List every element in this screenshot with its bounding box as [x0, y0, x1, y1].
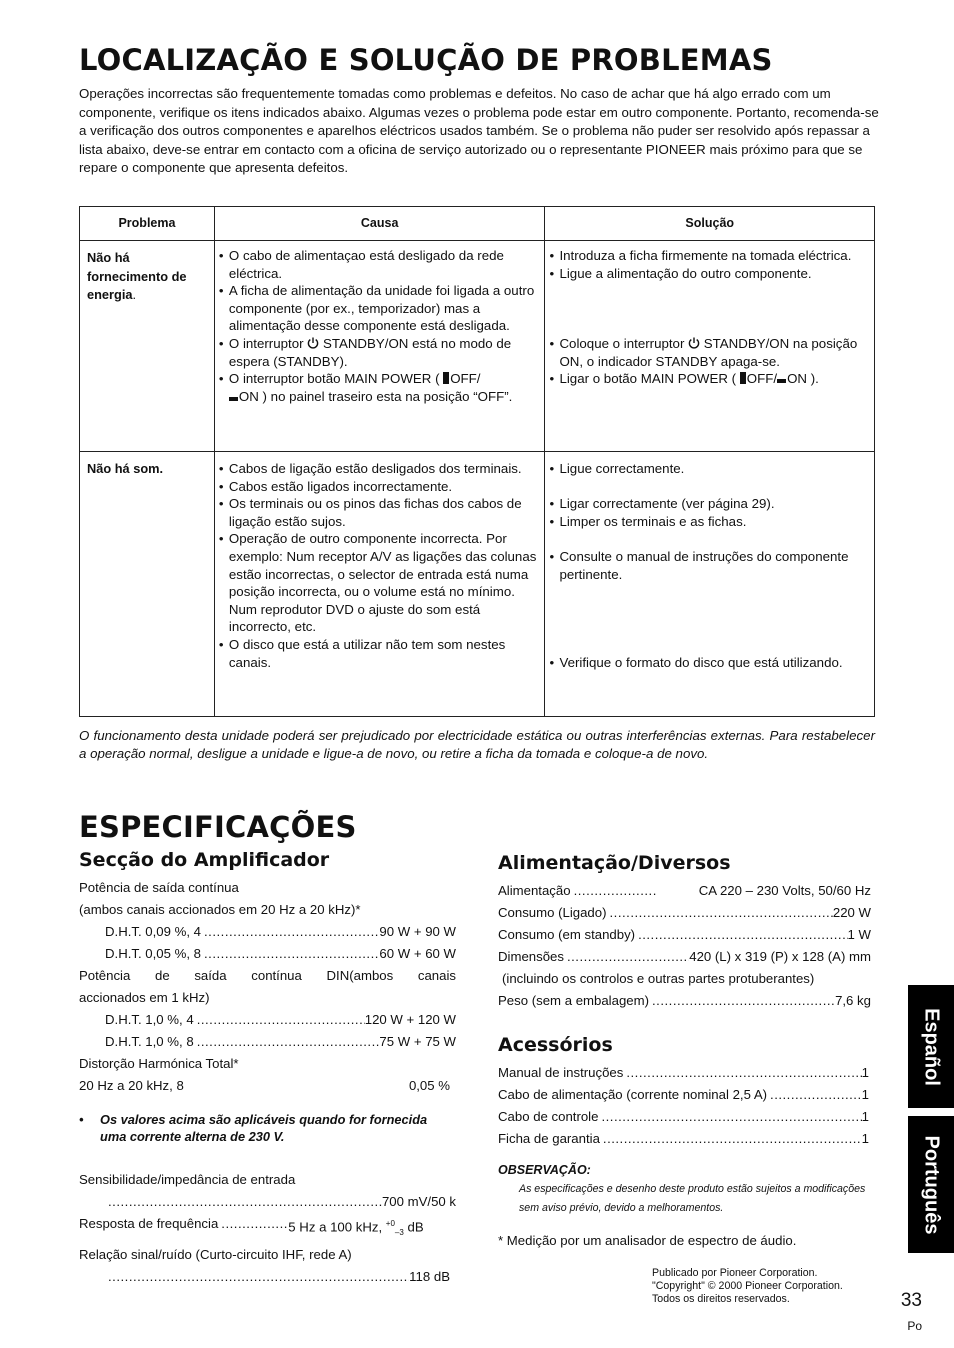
list-item: • Operação de outro componente incorrecta. Por exemplo: Num receptor A/V as ligações das colunas estão incorrectas, o selector de entrada está numa posição incorrecta, ou o volume está no mínimo. Num reprodutor DVD o ajuste do som está incorrecto, etc. [219, 530, 537, 636]
text: Ligar o botão MAIN POWER ( [559, 371, 740, 387]
header-problem: Problema [80, 207, 215, 241]
side-tab-espanol [908, 985, 954, 1108]
leader-dots [767, 1084, 862, 1106]
spec-value: 0,05 % [408, 1078, 450, 1093]
text: STANDBY/ON está no modo de espera (STANDBY). [228, 335, 512, 369]
spec-label: D.H.T. 0,09 %, 4 [105, 924, 202, 939]
accessories-heading: Acessórios [498, 1034, 613, 1056]
list-item: • O disco que está a utilizar não tem som nestes canais. [219, 636, 537, 671]
spec-label: D.H.T. 1,0 %, 8 [105, 1034, 194, 1049]
spec-label: Manual de instruções [498, 1065, 624, 1080]
list-item: • Consulte o manual de instruções do componente pertinente. [549, 548, 866, 583]
spec-line: (incluindo os controlos e outras partes protuberantes) [502, 971, 815, 986]
spec-label: 20 Hz a 20 kHz, 8 [79, 1078, 184, 1093]
page-lang: Po [907, 1319, 922, 1333]
publisher-info [652, 1267, 843, 1307]
spec-value: 7,6 kg [835, 993, 871, 1008]
observation-label: OBSERVAÇÃO: [498, 1163, 591, 1177]
spec-value [288, 1213, 423, 1244]
leader-dots [607, 902, 833, 924]
spec-line: Potência de saída contínua DIN(ambos canais [79, 968, 456, 983]
list-item: • O cabo de alimentaçao está desligado da rede eléctrica. [219, 247, 537, 282]
spec-line: Relação sinal/ruído (Curto-circuito IHF, rede A) [79, 1247, 352, 1263]
spec-value: 75 W + 75 W [379, 1034, 456, 1049]
list-item: • Verifique o formato do disco que está utilizando. [549, 654, 866, 672]
text: OFF/ [450, 371, 481, 387]
spec-row [498, 990, 871, 1012]
page-number: 33 [900, 1290, 922, 1311]
list-item: • Cabos estão ligados incorrectamente. [219, 478, 537, 496]
troubleshooting-table [79, 206, 875, 717]
amplifier-heading: Secção do Amplificador [79, 849, 330, 871]
leader-dots [201, 943, 379, 965]
spec-label: Dimensões [498, 949, 564, 964]
spec-label: Cabo de alimentação (corrente nominal 2,5 A) [498, 1087, 768, 1102]
spec-row [498, 946, 871, 968]
list-item: • Limper os terminais e as fichas. [549, 513, 866, 531]
header-cause: Causa [214, 207, 545, 241]
spec-value: 700 mV/50 k [381, 1194, 456, 1209]
leader-dots [218, 1213, 288, 1244]
leader-dots [194, 1031, 380, 1053]
spec-line: Sensibilidade/impedância de entrada [79, 1172, 296, 1187]
spec-row [79, 1266, 456, 1288]
freq-value: 5 Hz a 100 kHz, [288, 1219, 383, 1235]
leader-dots [598, 1106, 861, 1128]
leader-dots [201, 921, 379, 943]
publisher-line: Publicado por Pioneer Corporation. [652, 1267, 818, 1279]
list-item: • A ficha de alimentação da unidade foi ligada a outro componente (por ex., temporizador) mas a alimentação desse componente está desligada. [219, 282, 537, 335]
spec-value: 220 W [832, 905, 871, 920]
switch-off-icon [443, 372, 449, 384]
spec-line: Potência de saída contínua [79, 880, 239, 895]
side-tab-label: Português [920, 1135, 943, 1234]
footnote: * Medição por um analisador de espectro de áudio. [498, 1233, 797, 1248]
problem-text: Não há fornecimento de energia [87, 250, 187, 302]
leader-dots [649, 990, 835, 1012]
text: STANDBY/ON na posição ON, o indicador STANDBY apaga-se. [559, 335, 858, 369]
spec-value: 1 [861, 1109, 869, 1124]
leader-dots [564, 946, 689, 968]
spec-row [79, 1213, 456, 1244]
spec-label: D.H.T. 1,0 %, 4 [105, 1012, 194, 1027]
spec-line: (ambos canais accionados em 20 Hz a 20 kHz)* [79, 902, 361, 917]
leader-dots [600, 1128, 862, 1150]
header-solution: Solução [545, 207, 875, 241]
spec-value: CA 220 – 230 Volts, 50/60 Hz [698, 883, 871, 898]
spec-value: 1 [861, 1065, 869, 1080]
leader-dots [105, 1191, 382, 1213]
spec-row [79, 1075, 456, 1097]
side-tab-label: Español [920, 1007, 943, 1086]
switch-on-icon [777, 379, 786, 383]
spec-row [79, 1031, 456, 1053]
spec-label: D.H.T. 0,05 %, 8 [105, 946, 202, 961]
switch-off-icon [740, 372, 746, 384]
spec-label: Peso (sem a embalagem) [498, 993, 649, 1008]
text: OFF/ [746, 371, 778, 387]
power-icon [307, 337, 319, 349]
spec-label: Resposta de frequência [79, 1216, 219, 1231]
spec-label: Cabo de controle [498, 1109, 599, 1124]
switch-on-icon [229, 397, 238, 401]
observation-text: As especificações e desenho deste produto estão sujeitos a modificações sem aviso prévio, devido a melhoramentos. [519, 1183, 866, 1214]
text: ON ) no painel traseiro esta na posição “OFF”. [238, 388, 513, 404]
spec-label: Alimentação [498, 883, 571, 898]
amplifier-section [79, 849, 456, 1288]
spec-value: 1 W [847, 927, 871, 942]
table-row [80, 452, 875, 717]
spec-row [498, 1062, 871, 1084]
spec-line: accionados em 1 kHz) [79, 990, 210, 1005]
spec-row [498, 1084, 871, 1106]
amplifier-note: • Os valores acima são aplicáveis quando for fornecida uma corrente alterna de 230 V. [79, 1111, 456, 1145]
table-header-row [80, 207, 875, 241]
spec-value: 1 [861, 1087, 869, 1102]
list-item: • Ligar correctamente (ver página 29). [549, 495, 866, 513]
leader-dots [623, 1062, 861, 1084]
power-heading: Alimentação/Diversos [498, 852, 731, 874]
text: O interruptor botão MAIN POWER ( [228, 371, 444, 387]
freq-sup: +0 [385, 1219, 395, 1228]
spec-line: Distorção Harmónica Total* [79, 1056, 239, 1071]
list-item: • Cabos de ligação estão desligados dos terminais. [219, 460, 537, 478]
list-item [549, 335, 866, 370]
troubleshooting-title: LOCALIZAÇÃO E SOLUÇÃO DE PROBLEMAS [79, 43, 773, 77]
spec-row [79, 1009, 456, 1031]
power-section [498, 852, 871, 1252]
troubleshooting-intro: Operações incorrectas são frequentemente tomadas como problemas e defeitos. No caso de achar que há algo errado com um componente, verifique os itens indicados abaixo. Algumas vezes o problema pode estar em outro componente. Portanto, recomenda-se a verificação dos outros componentes e aparelhos eléctricos usados também. Se o problema não puder ser resolvido após repassar a lista abaixo, deve-se entrar em contacto com a oficina de serviço autorizado ou o representante PIONEER mais próximo para que se repare o componente que apresenta defeitos. [79, 86, 879, 175]
list-item [549, 370, 866, 388]
spec-row [498, 924, 871, 946]
leader-dots [571, 880, 657, 902]
troubleshooting-note: O funcionamento desta unidade poderá ser prejudicado por electricidade estática ou outras interferências externas. Para restabelecer a operação normal, desligue a unidade e ligue-a de novo, ou retire a ficha da tomada e coloque-a de novo. [79, 728, 875, 761]
freq-unit: dB [407, 1219, 424, 1235]
specs-title: ESPECIFICAÇÕES [79, 810, 357, 844]
list-item: • Introduza a ficha firmemente na tomada eléctrica. [549, 247, 866, 265]
problem-cell [80, 241, 215, 452]
text: ON ). [787, 371, 819, 387]
solution-cell [545, 452, 875, 717]
spec-row [79, 943, 456, 965]
spec-row [498, 1106, 871, 1128]
spec-label: Ficha de garantia [498, 1131, 600, 1146]
cause-cell [214, 241, 545, 452]
spec-value: 60 W + 60 W [379, 946, 456, 961]
spec-label: Consumo (em standby) [498, 927, 636, 942]
list-item: • Ligue correctamente. [549, 460, 866, 478]
spec-value: 118 dB [409, 1269, 450, 1285]
table-row [80, 241, 875, 452]
spec-row [498, 880, 871, 902]
list-item: • Ligue a alimentação do outro componente. [549, 265, 866, 283]
cause-cell [214, 452, 545, 717]
spec-row [498, 1128, 871, 1150]
problem-suffix: . [132, 287, 137, 302]
leader-dots [194, 1009, 365, 1031]
spec-row [498, 902, 871, 924]
spec-value: 1 [861, 1131, 869, 1146]
freq-sub: –3 [394, 1228, 404, 1238]
publisher-line: Todos os direitos reservados. [652, 1293, 790, 1306]
solution-cell [545, 241, 875, 452]
spec-value: 90 W + 90 W [379, 924, 456, 939]
problem-cell: Não há som. [80, 452, 215, 717]
leader-dots [635, 924, 847, 946]
list-item [219, 335, 537, 370]
publisher-line: "Copyright" © 2000 Pioneer Corporation. [652, 1280, 843, 1293]
list-item [219, 370, 537, 405]
list-item: • Os terminais ou os pinos das fichas dos cabos de ligação estão sujos. [219, 495, 537, 530]
power-icon [688, 337, 700, 349]
text: O interruptor [228, 335, 308, 351]
spec-label: Consumo (Ligado) [498, 905, 607, 920]
spec-row [79, 921, 456, 943]
text: Coloque o interruptor [559, 335, 689, 351]
side-tab-portugues [908, 1116, 954, 1253]
spec-value: 120 W + 120 W [364, 1012, 456, 1027]
spec-value: 420 (L) x 319 (P) x 128 (A) mm [689, 949, 871, 964]
spec-row [79, 1191, 456, 1213]
leader-dots [105, 1266, 409, 1288]
